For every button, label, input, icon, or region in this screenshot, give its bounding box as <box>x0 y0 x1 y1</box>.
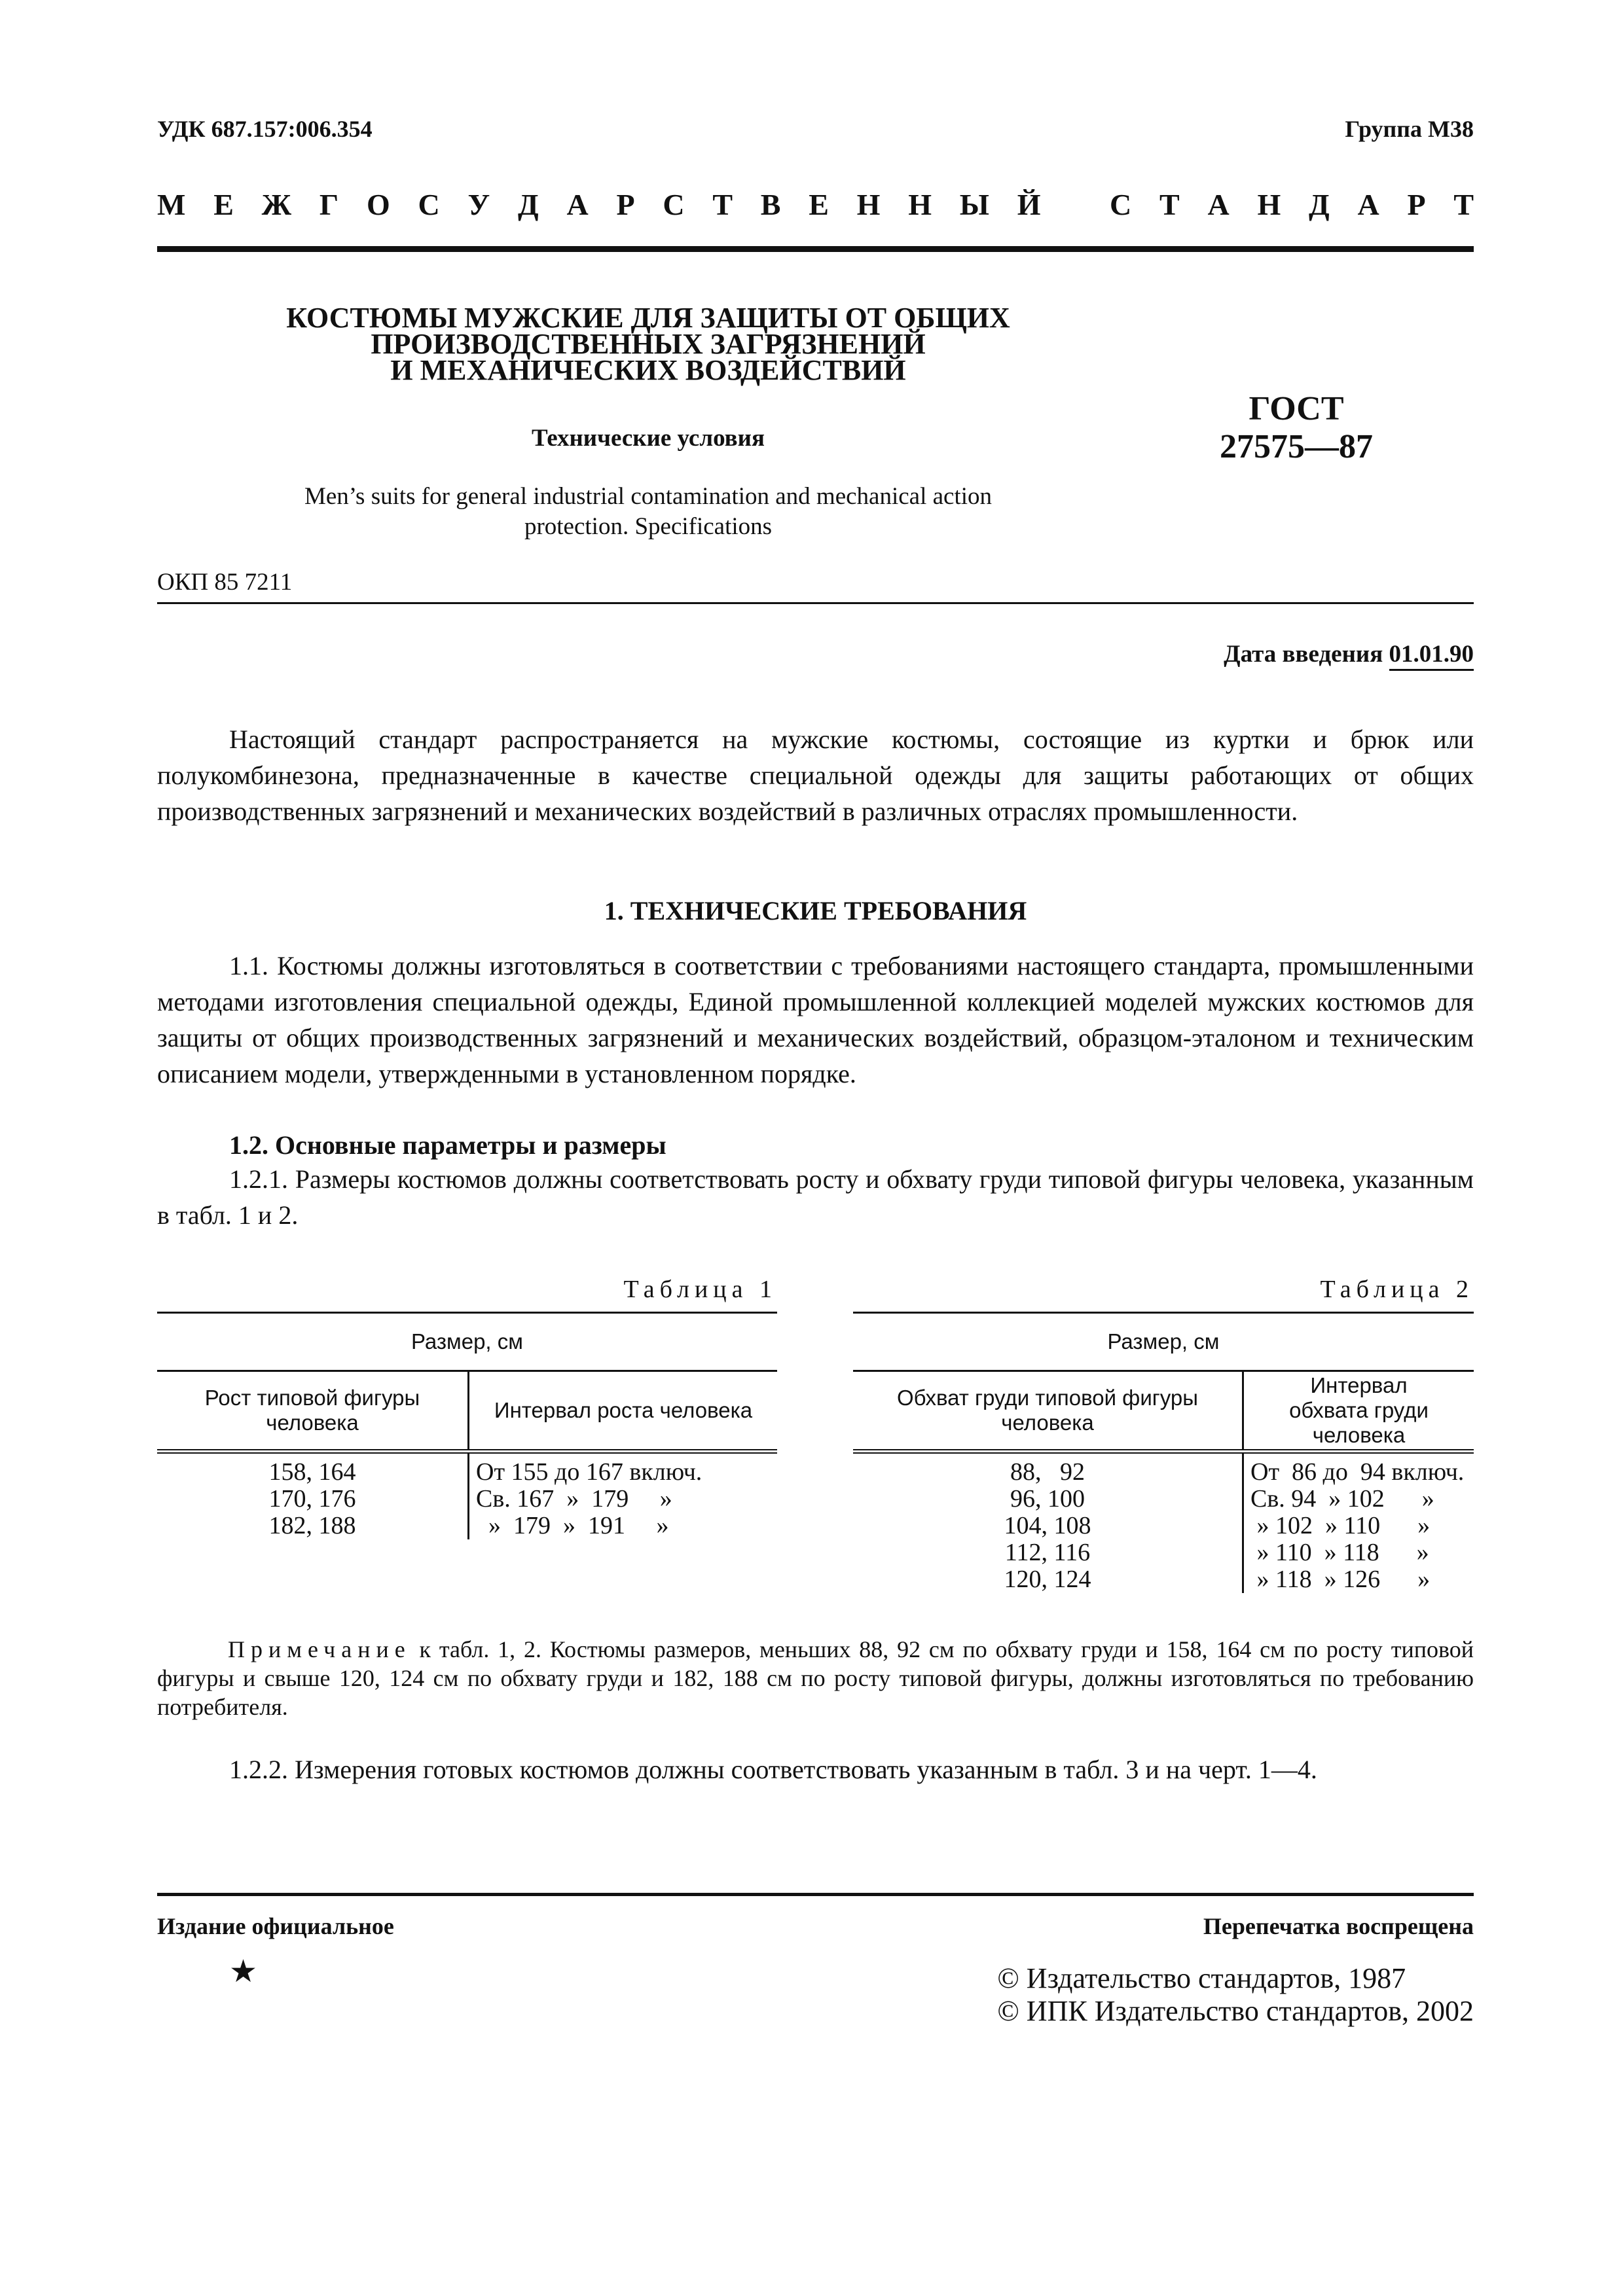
table1 <box>157 1312 777 1539</box>
copyright-line: © ИПК Издательство стандартов, 2002 <box>997 1995 1474 2027</box>
banner-letter: Т <box>1159 188 1180 221</box>
title-line: КОСТЮМЫ МУЖСКИЕ ДЛЯ ЗАЩИТЫ ОТ ОБЩИХ <box>286 302 1010 334</box>
standard-banner <box>157 187 1474 222</box>
banner-letter: В <box>760 188 781 221</box>
introduction-date <box>1224 640 1474 668</box>
official-edition: Издание официальное <box>157 1913 394 1939</box>
banner-letter: Д <box>1309 188 1330 221</box>
banner-letter: А <box>1207 188 1230 221</box>
gost-number <box>1159 390 1434 466</box>
banner-letter: Е <box>213 188 234 221</box>
banner-letter: Т <box>1453 188 1474 221</box>
banner-letter: Н <box>908 188 932 221</box>
banner-letter: С <box>1110 188 1132 221</box>
title-line: ПРОИЗВОДСТВЕННЫХ ЗАГРЯЗНЕНИЙ <box>371 328 926 360</box>
okp-rule <box>157 602 1474 604</box>
table2-col1-values: 88, 92 96, 100 104, 108 112, 116 120, 124 <box>1004 1458 1091 1593</box>
gost-label: ГОСТ <box>1249 390 1344 427</box>
banner-letter: О <box>366 188 390 221</box>
gost-code: 27575—87 <box>1220 428 1373 465</box>
english-title-line: Men’s suits for general industrial contamination and mechanical action <box>304 483 993 510</box>
banner-letter: Д <box>518 188 539 221</box>
banner-letter: У <box>467 188 490 221</box>
banner-letter: Е <box>809 188 829 221</box>
header-rule <box>157 246 1474 252</box>
paragraph-1-2-1: 1.2.1. Размеры костюмов должны соответствовать росту и обхвату груди типовой фигуры человека, указанным в табл. 1 и 2. <box>157 1164 1474 1230</box>
banner-gap <box>1068 187 1082 222</box>
date-label: Дата введения <box>1224 641 1383 668</box>
banner-letter: Й <box>1017 188 1041 221</box>
copyright-block <box>997 1962 1474 2028</box>
banner-letter: С <box>663 188 685 221</box>
banner-letter: А <box>1357 188 1379 221</box>
note-label: Примечание <box>228 1636 411 1662</box>
udk-code: УДК 687.157:006.354 <box>157 116 373 142</box>
banner-letter: Г <box>319 188 339 221</box>
banner-letter: М <box>157 188 186 221</box>
table-note <box>157 1635 1474 1721</box>
english-title <box>157 482 1139 542</box>
table1-col1-header: Рост типовой фигуры человека <box>157 1371 469 1452</box>
banner-letter: Ж <box>261 188 292 221</box>
document-title <box>157 302 1139 386</box>
english-title-line: protection. Specifications <box>524 513 773 540</box>
document-subtitle: Технические условия <box>532 425 765 452</box>
footer-rule <box>157 1893 1474 1896</box>
table2-caption: Таблица 2 <box>1320 1276 1474 1303</box>
section-heading: 1. ТЕХНИЧЕСКИЕ ТРЕБОВАНИЯ <box>604 896 1027 925</box>
table2-col2-header: Интервал обхвата груди человека <box>1243 1371 1474 1452</box>
paragraph-1-1: 1.1. Костюмы должны изготовляться в соответствии с требованиями настоящего стандарта, промышленными методами изготовления специальной одежды, Единой промышленной коллекцией моделей мужских костюмов для защиты от общих производственных загрязнений и механических воздействий, образцом-эталоном и техническим описанием модели, утвержденными в установленном порядке. <box>157 951 1474 1088</box>
table1-caption: Таблица 1 <box>623 1276 777 1303</box>
banner-letter: Н <box>856 188 881 221</box>
table1-header: Размер, см <box>157 1313 777 1371</box>
note-text: к табл. 1, 2. Костюмы размеров, меньших 88, 92 см по обхвату груди и 158, 164 см по росту типовой фигуры и свыше 120, 124 см по обхвату груди и 182, 188 см по росту типовой фигуры, должны изготовляться по требованию потребителя. <box>157 1636 1474 1720</box>
banner-letter: Р <box>1407 188 1426 221</box>
banner-letter: Ы <box>959 188 989 221</box>
copyright-line: © Издательство стандартов, 1987 <box>997 1962 1406 1994</box>
table2-col2-values: От 86 до 94 включ. Св. 94 » 102 » » 102 » 110 » » 110 » 118 » » 118 » 126 » <box>1243 1452 1474 1594</box>
banner-letter: Р <box>616 188 635 221</box>
table1-col2-values: От 155 до 167 включ. Св. 167 » 179 » » 179 » 191 » <box>469 1452 778 1540</box>
table1-col2-header: Интервал роста человека <box>469 1371 778 1452</box>
banner-letter: Н <box>1257 188 1281 221</box>
table1-col1-values: 158, 164 170, 176 182, 188 <box>268 1458 356 1539</box>
okp-code: ОКП 85 7211 <box>157 569 293 596</box>
date-value: 01.01.90 <box>1389 641 1474 671</box>
star-icon: ★ <box>229 1954 258 1989</box>
paragraph-1-2-2: 1.2.2. Измерения готовых костюмов должны соответствовать указанным в табл. 3 и на черт. 1—4. <box>229 1755 1317 1784</box>
paragraph-1-2-heading: 1.2. Основные параметры и размеры <box>229 1130 666 1160</box>
banner-letter: А <box>566 188 589 221</box>
banner-letter: С <box>418 188 440 221</box>
table2-header: Размер, см <box>853 1313 1474 1371</box>
reprint-prohibited: Перепечатка воспрещена <box>1203 1913 1474 1939</box>
table2 <box>853 1312 1474 1593</box>
title-line: И МЕХАНИЧЕСКИХ ВОЗДЕЙСТВИЙ <box>390 354 906 386</box>
intro-paragraph: Настоящий стандарт распространяется на мужские костюмы, состоящие из куртки и брюк или полукомбинезона, предназначенные в качестве специальной одежды для защиты работающих от общих производственных загрязнений и механических воздействий в различных отраслях промышленности. <box>157 725 1474 826</box>
group-code: Группа М38 <box>1345 116 1474 142</box>
banner-letter: Т <box>712 188 733 221</box>
table2-col1-header: Обхват груди типовой фигуры человека <box>853 1371 1243 1452</box>
